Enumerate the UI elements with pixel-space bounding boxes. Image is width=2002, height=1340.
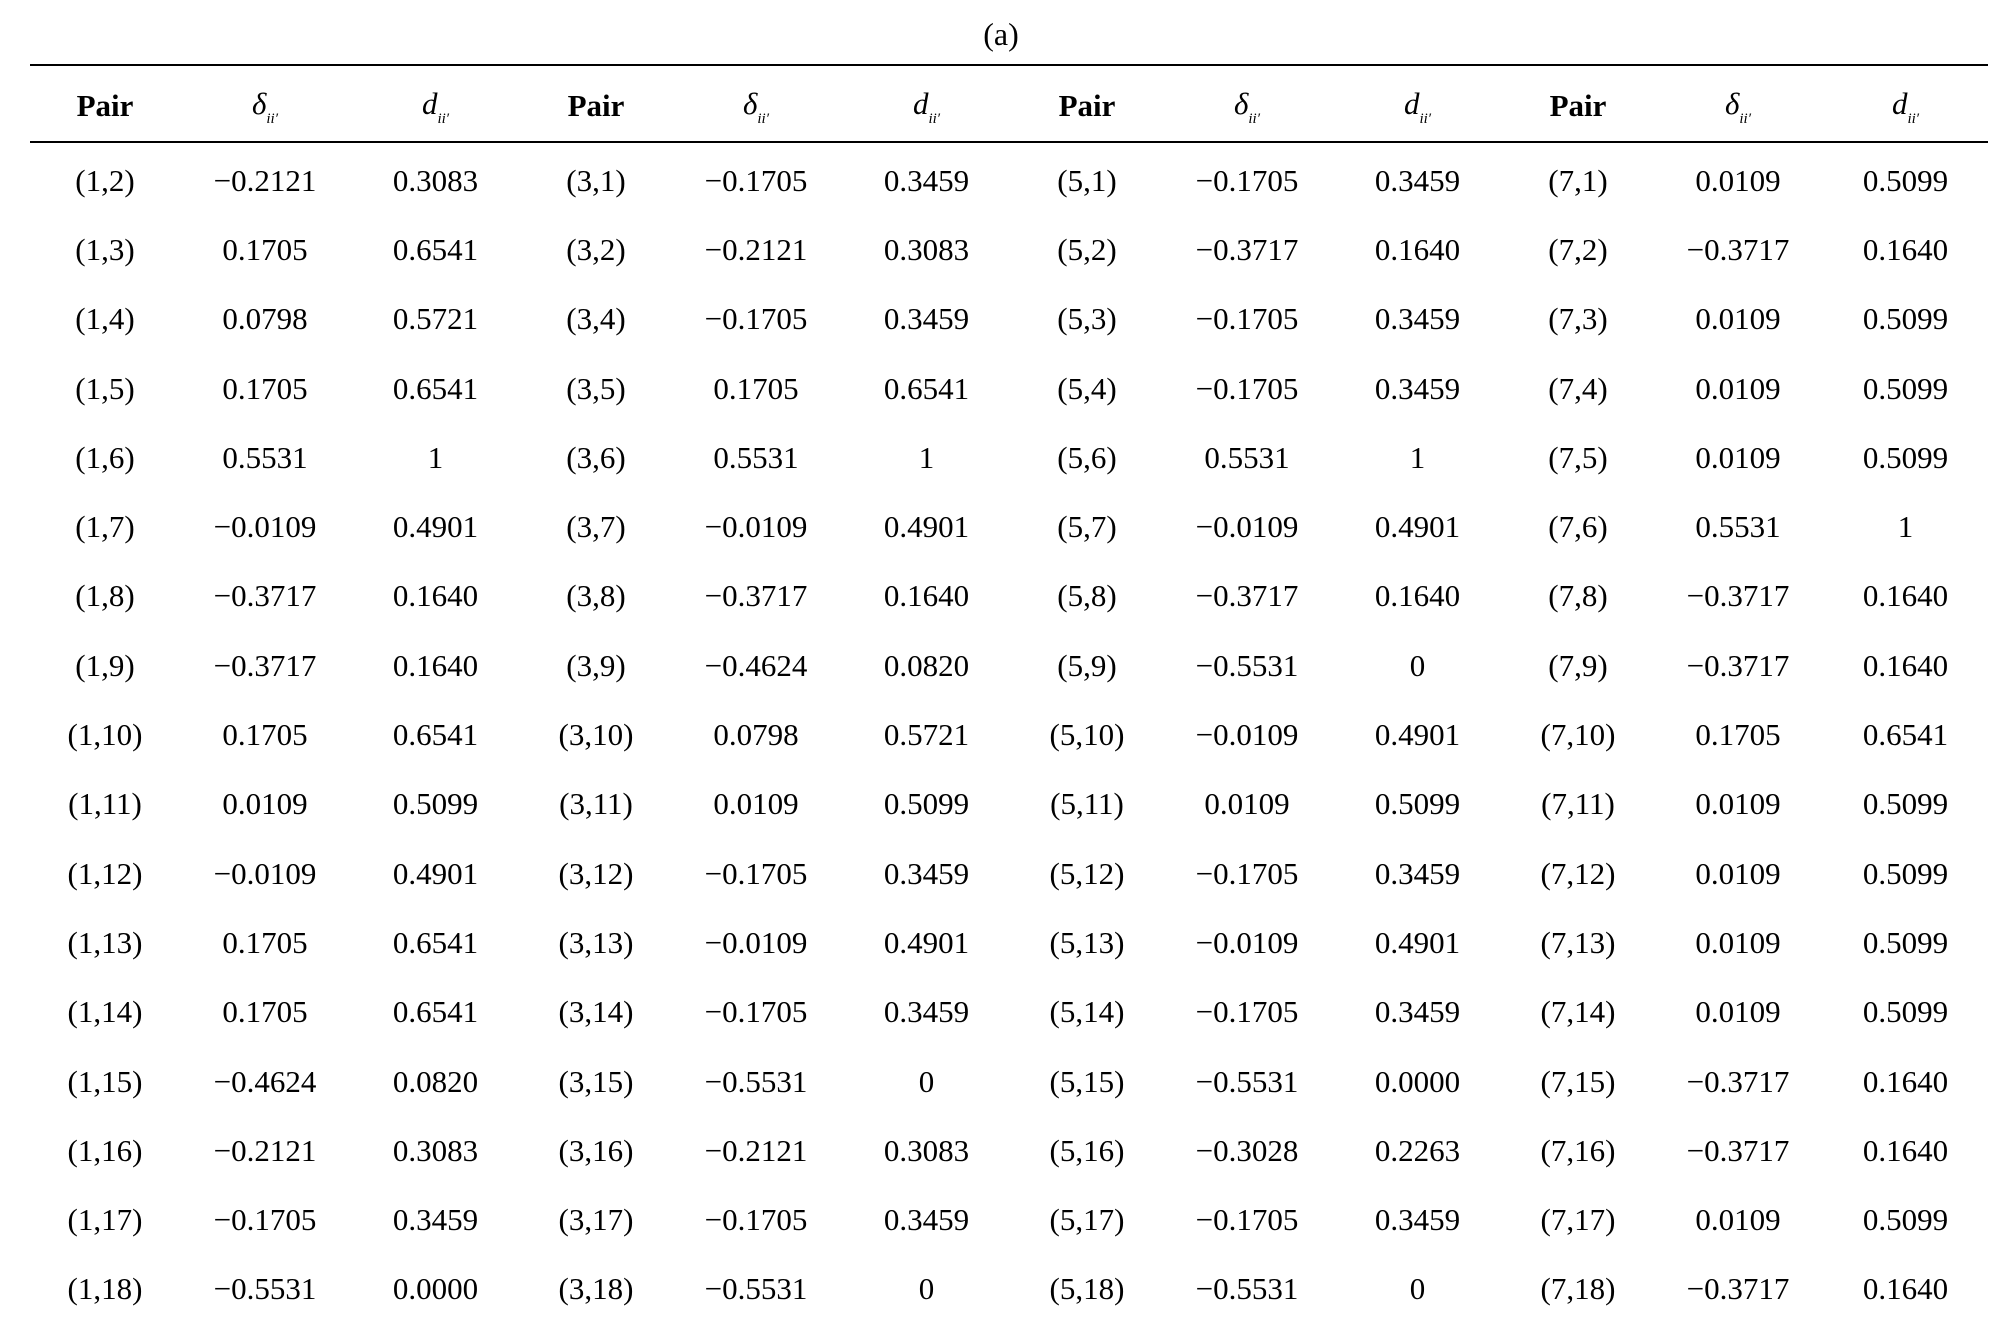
pair-cell: (1,2) [75, 162, 135, 198]
delta-cell: 0.1705 [222, 231, 308, 267]
header-d-symbol: d [912, 85, 929, 121]
table-row [30, 839, 1988, 908]
d-cell: 0.3083 [883, 231, 970, 267]
pair-cell: (7,14) [1540, 994, 1616, 1030]
table-row [30, 700, 1988, 769]
delta-cell: −0.5531 [1195, 1271, 1299, 1307]
pair-cell: (3,2) [566, 231, 626, 267]
delta-cell: −0.3717 [1195, 578, 1299, 614]
delta-cell: −0.0109 [704, 924, 808, 960]
table-body [30, 142, 1988, 1324]
d-cell: 0.3459 [1374, 301, 1461, 337]
pair-cell: (3,1) [566, 162, 626, 198]
delta-cell: −0.3717 [213, 578, 317, 614]
pair-cell: (5,11) [1050, 786, 1124, 822]
delta-cell: −0.5531 [1195, 647, 1299, 683]
pair-cell: (7,5) [1548, 439, 1608, 475]
d-cell: 0 [1409, 647, 1426, 683]
pair-cell: (3,9) [566, 647, 626, 683]
delta-cell: −0.5531 [704, 1063, 808, 1099]
table-row [30, 1255, 1988, 1324]
d-cell: 0.5099 [1862, 1202, 1949, 1238]
delta-cell: −0.3717 [1686, 647, 1790, 683]
delta-cell: −0.3717 [1686, 1132, 1790, 1168]
delta-cell: −0.1705 [1195, 370, 1299, 406]
pair-cell: (3,4) [566, 301, 626, 337]
delta-cell: −0.0109 [704, 509, 808, 545]
pair-cell: (5,14) [1049, 994, 1125, 1030]
header-d-symbol: d [1403, 85, 1420, 121]
header-delta [1162, 70, 1332, 142]
pair-cell: (3,16) [558, 1132, 634, 1168]
table-row [30, 978, 1988, 1047]
pair-cell: (3,17) [558, 1202, 634, 1238]
pair-cell: (5,2) [1057, 231, 1117, 267]
delta-cell: 0.1705 [1695, 717, 1781, 753]
header-delta [671, 70, 841, 142]
d-cell: 0.3459 [392, 1202, 479, 1238]
pair-cell: (3,8) [566, 578, 626, 614]
table-row [30, 492, 1988, 561]
table-row [30, 1047, 1988, 1116]
table-row [30, 354, 1988, 423]
pair-cell: (5,15) [1049, 1063, 1125, 1099]
d-cell: 0.4901 [1374, 717, 1461, 753]
delta-cell: −0.2121 [213, 162, 317, 198]
table-row [30, 562, 1988, 631]
delta-cell: 0.1705 [222, 994, 308, 1030]
pair-cell: (1,13) [67, 924, 143, 960]
header-d-subscript: ii′ [437, 111, 450, 128]
d-cell: 0.1640 [1862, 1132, 1949, 1168]
d-cell: 0.3459 [1374, 370, 1461, 406]
d-cell: 0.1640 [883, 578, 970, 614]
d-cell: 0.3459 [1374, 855, 1461, 891]
delta-cell: −0.3717 [1686, 1271, 1790, 1307]
d-cell: 0.1640 [1862, 1271, 1949, 1307]
d-cell: 0.3459 [1374, 1202, 1461, 1238]
pair-cell: (7,15) [1540, 1063, 1616, 1099]
table-row [30, 215, 1988, 284]
delta-cell: 0.0109 [1695, 1202, 1781, 1238]
d-cell: 0.6541 [392, 717, 479, 753]
pair-cell: (5,12) [1049, 855, 1125, 891]
pair-cell: (1,4) [75, 301, 135, 337]
d-cell: 0.3459 [883, 1202, 970, 1238]
delta-cell: 0.5531 [1204, 439, 1290, 475]
header-pair: Pair [567, 88, 625, 123]
d-cell: 0 [918, 1271, 935, 1307]
delta-cell: −0.1705 [704, 162, 808, 198]
header-delta [180, 70, 350, 142]
d-cell: 0.6541 [392, 994, 479, 1030]
header-d [1823, 70, 1988, 142]
delta-cell: 0.0109 [1695, 924, 1781, 960]
pair-cell: (7,8) [1548, 578, 1608, 614]
table-row [30, 770, 1988, 839]
table-row [30, 423, 1988, 492]
d-cell: 0.5099 [883, 786, 970, 822]
d-cell: 0.5721 [883, 717, 970, 753]
pair-cell: (5,1) [1057, 162, 1117, 198]
pair-cell: (7,6) [1548, 509, 1608, 545]
delta-cell: −0.3717 [1686, 578, 1790, 614]
header-pair: Pair [1549, 88, 1607, 123]
delta-cell: −0.2121 [213, 1132, 317, 1168]
d-cell: 0.1640 [1862, 231, 1949, 267]
header-d [841, 70, 1012, 142]
d-cell: 0 [918, 1063, 935, 1099]
d-cell: 1 [1409, 439, 1426, 475]
delta-cell: −0.4624 [704, 647, 808, 683]
delta-cell: −0.0109 [1195, 924, 1299, 960]
pair-cell: (3,5) [566, 370, 626, 406]
header-d-symbol: d [421, 85, 438, 121]
pair-cell: (1,3) [75, 231, 135, 267]
header-d [1332, 70, 1503, 142]
header-d-subscript: ii′ [1907, 111, 1920, 128]
d-cell: 0.3459 [883, 855, 970, 891]
pair-cell: (7,12) [1540, 855, 1616, 891]
delta-cell: −0.3717 [1686, 1063, 1790, 1099]
pair-cell: (7,1) [1548, 162, 1608, 198]
pair-cell: (3,6) [566, 439, 626, 475]
d-cell: 1 [427, 439, 444, 475]
delta-cell: −0.0109 [1195, 509, 1299, 545]
d-cell: 0.5099 [1862, 370, 1949, 406]
header-pair: Pair [76, 88, 134, 123]
delta-cell: 0.0109 [1695, 162, 1781, 198]
pair-cell: (7,17) [1540, 1202, 1616, 1238]
pair-cell: (3,15) [558, 1063, 634, 1099]
delta-cell: 0.0109 [713, 786, 799, 822]
d-cell: 0.1640 [1374, 231, 1461, 267]
d-cell: 0.1640 [392, 578, 479, 614]
d-cell: 0.1640 [1862, 578, 1949, 614]
d-cell: 0.0000 [392, 1271, 479, 1307]
d-cell: 0.3459 [1374, 162, 1461, 198]
pair-cell: (1,7) [75, 509, 135, 545]
header-delta-symbol: δ [1233, 85, 1249, 121]
d-cell: 0.4901 [1374, 509, 1461, 545]
d-cell: 0.4901 [883, 509, 970, 545]
pair-cell: (1,12) [67, 855, 143, 891]
delta-cell: 0.0109 [1695, 439, 1781, 475]
d-cell: 0.6541 [883, 370, 970, 406]
delta-cell: −0.5531 [1195, 1063, 1299, 1099]
pair-cell: (5,3) [1057, 301, 1117, 337]
d-cell: 0.5721 [392, 301, 479, 337]
header-delta-subscript: ii′ [757, 111, 770, 128]
pair-cell: (7,13) [1540, 924, 1616, 960]
d-cell: 0.4901 [1374, 924, 1461, 960]
pair-cell: (5,4) [1057, 370, 1117, 406]
pair-cell: (1,9) [75, 647, 135, 683]
pair-cell: (7,10) [1540, 717, 1616, 753]
pair-cell: (5,10) [1049, 717, 1125, 753]
delta-cell: 0.0109 [222, 786, 308, 822]
d-cell: 0.0820 [392, 1063, 479, 1099]
d-cell: 0.1640 [1374, 578, 1461, 614]
pair-cell: (7,9) [1548, 647, 1608, 683]
table-row [30, 285, 1988, 354]
d-cell: 1 [1897, 509, 1914, 545]
d-cell: 0.5099 [1862, 994, 1949, 1030]
d-cell: 0.3083 [883, 1132, 970, 1168]
pair-cell: (7,18) [1540, 1271, 1616, 1307]
d-cell: 0.3083 [392, 162, 479, 198]
delta-cell: −0.1705 [704, 855, 808, 891]
delta-cell: 0.0109 [1695, 786, 1781, 822]
top-rule [30, 64, 1988, 66]
pair-cell: (5,8) [1057, 578, 1117, 614]
table-row [30, 1116, 1988, 1185]
d-cell: 0.1640 [1862, 647, 1949, 683]
delta-cell: 0.0798 [713, 717, 799, 753]
header-d [350, 70, 521, 142]
delta-cell: −0.3717 [1686, 231, 1790, 267]
pair-cell: (5,16) [1049, 1132, 1125, 1168]
delta-cell: −0.1705 [1195, 994, 1299, 1030]
table-row [30, 1185, 1988, 1254]
delta-cell: −0.5531 [704, 1271, 808, 1307]
delta-cell: 0.0798 [222, 301, 308, 337]
pair-cell: (5,9) [1057, 647, 1117, 683]
d-cell: 0.5099 [1862, 439, 1949, 475]
table-header [30, 70, 1988, 142]
delta-cell: −0.1705 [213, 1202, 317, 1238]
delta-cell: −0.2121 [704, 1132, 808, 1168]
delta-cell: 0.5531 [1695, 509, 1781, 545]
d-cell: 0.5099 [1374, 786, 1461, 822]
delta-cell: −0.3028 [1195, 1132, 1299, 1168]
delta-cell: −0.1705 [1195, 162, 1299, 198]
delta-cell: −0.3717 [1195, 231, 1299, 267]
d-cell: 0.6541 [392, 231, 479, 267]
pair-cell: (5,7) [1057, 509, 1117, 545]
pair-cell: (7,16) [1540, 1132, 1616, 1168]
header-delta-subscript: ii′ [266, 111, 279, 128]
d-cell: 0.6541 [392, 924, 479, 960]
pair-cell: (5,17) [1049, 1202, 1125, 1238]
pair-cell: (1,17) [67, 1202, 143, 1238]
delta-cell: −0.3717 [213, 647, 317, 683]
pair-cell: (1,10) [67, 717, 143, 753]
pair-cell: (1,5) [75, 370, 135, 406]
delta-cell: −0.1705 [1195, 855, 1299, 891]
pair-cell: (7,4) [1548, 370, 1608, 406]
pair-cell: (7,2) [1548, 231, 1608, 267]
delta-cell: 0.1705 [713, 370, 799, 406]
pair-cell: (1,8) [75, 578, 135, 614]
header-d-subscript: ii′ [1419, 111, 1432, 128]
pair-cell: (3,11) [559, 786, 633, 822]
header-d-symbol: d [1891, 85, 1908, 121]
d-cell: 0.2263 [1374, 1132, 1461, 1168]
header-delta-symbol: δ [251, 85, 267, 121]
data-table [30, 70, 1988, 1324]
pair-cell: (5,6) [1057, 439, 1117, 475]
pair-cell: (1,15) [67, 1063, 143, 1099]
header-row [30, 70, 1988, 142]
header-d-subscript: ii′ [928, 111, 941, 128]
pair-cell: (1,6) [75, 439, 135, 475]
table-row [30, 142, 1988, 215]
delta-cell: −0.0109 [1195, 717, 1299, 753]
delta-cell: −0.0109 [213, 509, 317, 545]
d-cell: 0.6541 [1862, 717, 1949, 753]
delta-cell: −0.1705 [704, 1202, 808, 1238]
pair-cell: (5,18) [1049, 1271, 1125, 1307]
d-cell: 0.5099 [1862, 162, 1949, 198]
pair-cell: (1,16) [67, 1132, 143, 1168]
header-delta [1653, 70, 1823, 142]
d-cell: 0.0000 [1374, 1063, 1461, 1099]
d-cell: 0 [1409, 1271, 1426, 1307]
delta-cell: 0.0109 [1695, 370, 1781, 406]
pair-cell: (1,14) [67, 994, 143, 1030]
d-cell: 0.3459 [1374, 994, 1461, 1030]
d-cell: 0.5099 [392, 786, 479, 822]
pair-cell: (3,10) [558, 717, 634, 753]
delta-cell: −0.1705 [1195, 301, 1299, 337]
d-cell: 0.0820 [883, 647, 970, 683]
header-delta-subscript: ii′ [1248, 111, 1261, 128]
d-cell: 0.5099 [1862, 855, 1949, 891]
delta-cell: −0.0109 [213, 855, 317, 891]
d-cell: 0.6541 [392, 370, 479, 406]
d-cell: 0.3459 [883, 994, 970, 1030]
delta-cell: −0.1705 [1195, 1202, 1299, 1238]
d-cell: 0.3083 [392, 1132, 479, 1168]
delta-cell: 0.5531 [713, 439, 799, 475]
pair-cell: (3,14) [558, 994, 634, 1030]
pair-cell: (3,12) [558, 855, 634, 891]
delta-cell: 0.0109 [1695, 855, 1781, 891]
pair-cell: (1,11) [68, 786, 142, 822]
delta-cell: 0.1705 [222, 370, 308, 406]
header-delta-symbol: δ [742, 85, 758, 121]
delta-cell: −0.2121 [704, 231, 808, 267]
delta-cell: −0.1705 [704, 994, 808, 1030]
pair-cell: (3,13) [558, 924, 634, 960]
pair-cell: (7,3) [1548, 301, 1608, 337]
table-caption: (a) [983, 16, 1019, 52]
delta-cell: 0.5531 [222, 439, 308, 475]
header-pair: Pair [1058, 88, 1116, 123]
pair-cell: (7,11) [1541, 786, 1615, 822]
pair-cell: (5,13) [1049, 924, 1125, 960]
delta-cell: 0.0109 [1695, 994, 1781, 1030]
d-cell: 0.5099 [1862, 786, 1949, 822]
d-cell: 0.4901 [392, 855, 479, 891]
d-cell: 0.1640 [1862, 1063, 1949, 1099]
delta-cell: −0.4624 [213, 1063, 317, 1099]
table-row [30, 631, 1988, 700]
d-cell: 0.5099 [1862, 301, 1949, 337]
delta-cell: −0.5531 [213, 1271, 317, 1307]
delta-cell: 0.1705 [222, 717, 308, 753]
delta-cell: −0.3717 [704, 578, 808, 614]
delta-cell: 0.1705 [222, 924, 308, 960]
d-cell: 0.3459 [883, 301, 970, 337]
header-delta-symbol: δ [1724, 85, 1740, 121]
d-cell: 0.3459 [883, 162, 970, 198]
d-cell: 0.1640 [392, 647, 479, 683]
header-delta-subscript: ii′ [1739, 111, 1752, 128]
table-row [30, 908, 1988, 977]
pair-cell: (3,7) [566, 509, 626, 545]
pair-cell: (3,18) [558, 1271, 634, 1307]
d-cell: 1 [918, 439, 935, 475]
delta-cell: 0.0109 [1695, 301, 1781, 337]
pair-cell: (1,18) [67, 1271, 143, 1307]
delta-cell: −0.1705 [704, 301, 808, 337]
d-cell: 0.5099 [1862, 924, 1949, 960]
delta-cell: 0.0109 [1204, 786, 1290, 822]
d-cell: 0.4901 [392, 509, 479, 545]
d-cell: 0.4901 [883, 924, 970, 960]
